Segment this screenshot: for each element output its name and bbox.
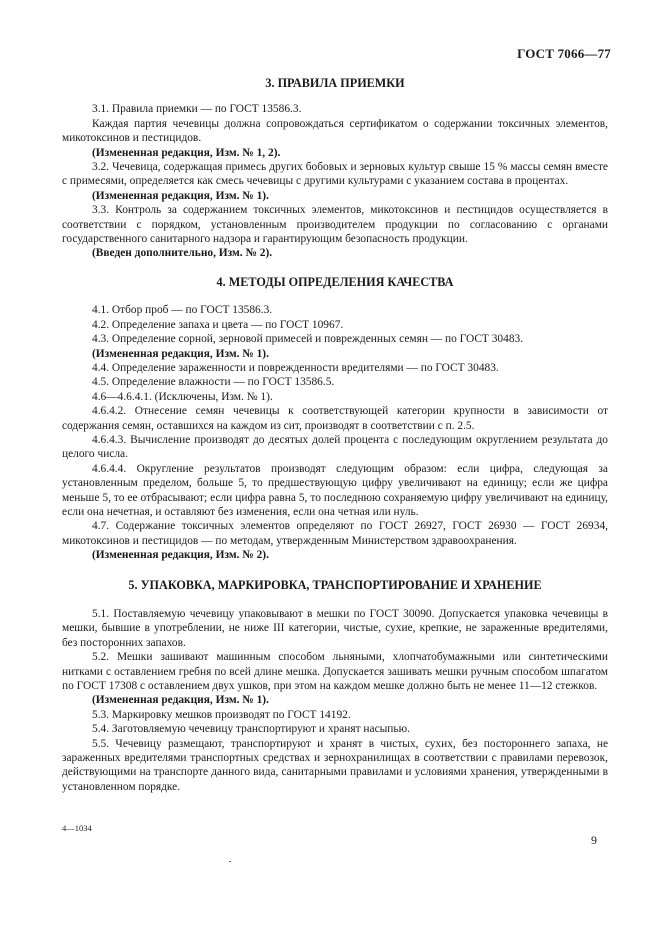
paragraph: 5.3. Маркировку мешков производят по ГОСТ 14192. — [92, 708, 351, 721]
amendment-note: (Измененная редакция, Изм. № 1). — [92, 189, 269, 202]
section-3-heading: 3. ПРАВИЛА ПРИЕМКИ — [265, 76, 405, 90]
scan-speck — [229, 861, 231, 862]
paragraph: 5.5. Чечевицу размещают, транспортируют и хранят в чистых, сухих, без постороннего запаха, не зараженных вредителями транспортных средствах и зернохранилищах в соответствии с правилами перевозок, действующими на транспорте данного вида, санитарными правилами и условиями хранения, утвержденными в установленном порядке. — [62, 737, 608, 793]
paragraph: 4.3. Определение сорной, зерновой примесей и поврежденных семян — по ГОСТ 30483. — [92, 333, 524, 346]
section-4-heading: 4. МЕТОДЫ ОПРЕДЕЛЕНИЯ КАЧЕСТВА — [216, 274, 454, 289]
paragraph: 5.2. Мешки зашивают машинным способом льняными, хлопчатобумажными или синтетическими нитками с оставлением гребня по всей длине мешка. Допускается зашивать мешки ручным способом шпагатом по ГОСТ 17308 с оставлением двух ушков, при этом на каждом мешке должно быть не менее 11—12 стежков. — [62, 651, 608, 693]
amendment-note: (Введен дополнительно, Изм. № 2). — [92, 247, 273, 260]
amendment-note: (Измененная редакция, Изм. № 1). — [92, 347, 269, 360]
page-number: 9 — [591, 833, 597, 847]
paragraph: 3.1. Правила приемки — по ГОСТ 13586.3. — [92, 103, 302, 116]
amendment-note: (Измененная редакция, Изм. № 2). — [92, 549, 269, 562]
paragraph: 4.4. Определение зараженности и поврежденности вредителями — по ГОСТ 30483. — [92, 361, 499, 374]
paragraph: 4.7. Содержание токсичных элементов определяют по ГОСТ 26927, ГОСТ 26930 — ГОСТ 26934, микотоксинов и пестицидов — по методам, утвержденным Министерством здравоохранения. — [62, 520, 608, 547]
paragraph: 4.2. Определение запаха и цвета — по ГОСТ 10967. — [92, 318, 344, 331]
paragraph: 4.1. Отбор проб — по ГОСТ 13586.3. — [92, 304, 273, 317]
paragraph: 4.6.4.4. Округление результатов производят следующим образом: если цифра, следующая за установленным пределом, больше 5, то предшествующую цифру увеличивают на единицу; если же цифра меньше 5, то ее отбрасывают; если цифра равна 5, то последнюю сохраняемую цифру увеличивают на единицу, если она нечетная, и оставляют без изменения, если она четная или нуль. — [62, 462, 608, 518]
paragraph: 4.6—4.6.4.1. (Исключены, Изм. № 1). — [92, 390, 273, 403]
paragraph: 4.6.4.2. Отнесение семян чечевицы к соответствующей категории крупности в зависимости от содержания семян, оставшихся на каждом из сит, производят в соответствии с п. 2.5. — [62, 405, 608, 432]
document-header: ГОСТ 7066—77 — [517, 46, 611, 61]
paragraph: 3.3. Контроль за содержанием токсичных элементов, микотоксинов и пестицидов осуществляется в соответствии с порядком, установленным производителем продукции по согласованию с органами государственного санитарного надзора и гарантирующим безопасность продукции. — [62, 204, 608, 246]
amendment-note: (Измененная редакция, Изм. № 1). — [92, 694, 269, 707]
paragraph: 5.1. Поставляемую чечевицу упаковывают в мешки по ГОСТ 30090. Допускается упаковка чечевицы в мешки, бывшие в употреблении, не ниже III категории, чистые, сухие, крепкие, не зараженные вредителями, без посторонних запахов. — [62, 608, 608, 649]
paragraph: 3.2. Чечевица, содержащая примесь других бобовых и зерновых культур свыше 15 % массы семян вместе с примесями, определяется как смесь чечевицы с другими культурами с указанием состава в процентах. — [62, 161, 608, 188]
document-body — [62, 76, 608, 794]
paragraph: 4.6.4.3. Вычисление производят до десятых долей процента с последующим округлением результата до целого числа. — [62, 433, 608, 461]
amendment-note: (Измененная редакция, Изм. № 1, 2). — [92, 146, 281, 159]
paragraph: 5.4. Заготовляемую чечевицу транспортируют и хранят насыпью. — [92, 723, 410, 736]
section-5-heading: 5. УПАКОВКА, МАРКИРОВКА, ТРАНСПОРТИРОВАНИЕ И ХРАНЕНИЕ — [128, 577, 542, 592]
paragraph: Каждая партия чечевицы должна сопровождаться сертификатом о содержании токсичных элементов, микотоксинов и пестицидов. — [62, 117, 608, 145]
paragraph: 4.5. Определение влажности — по ГОСТ 13586.5. — [92, 376, 335, 389]
print-code: 4—1034 — [62, 823, 92, 833]
